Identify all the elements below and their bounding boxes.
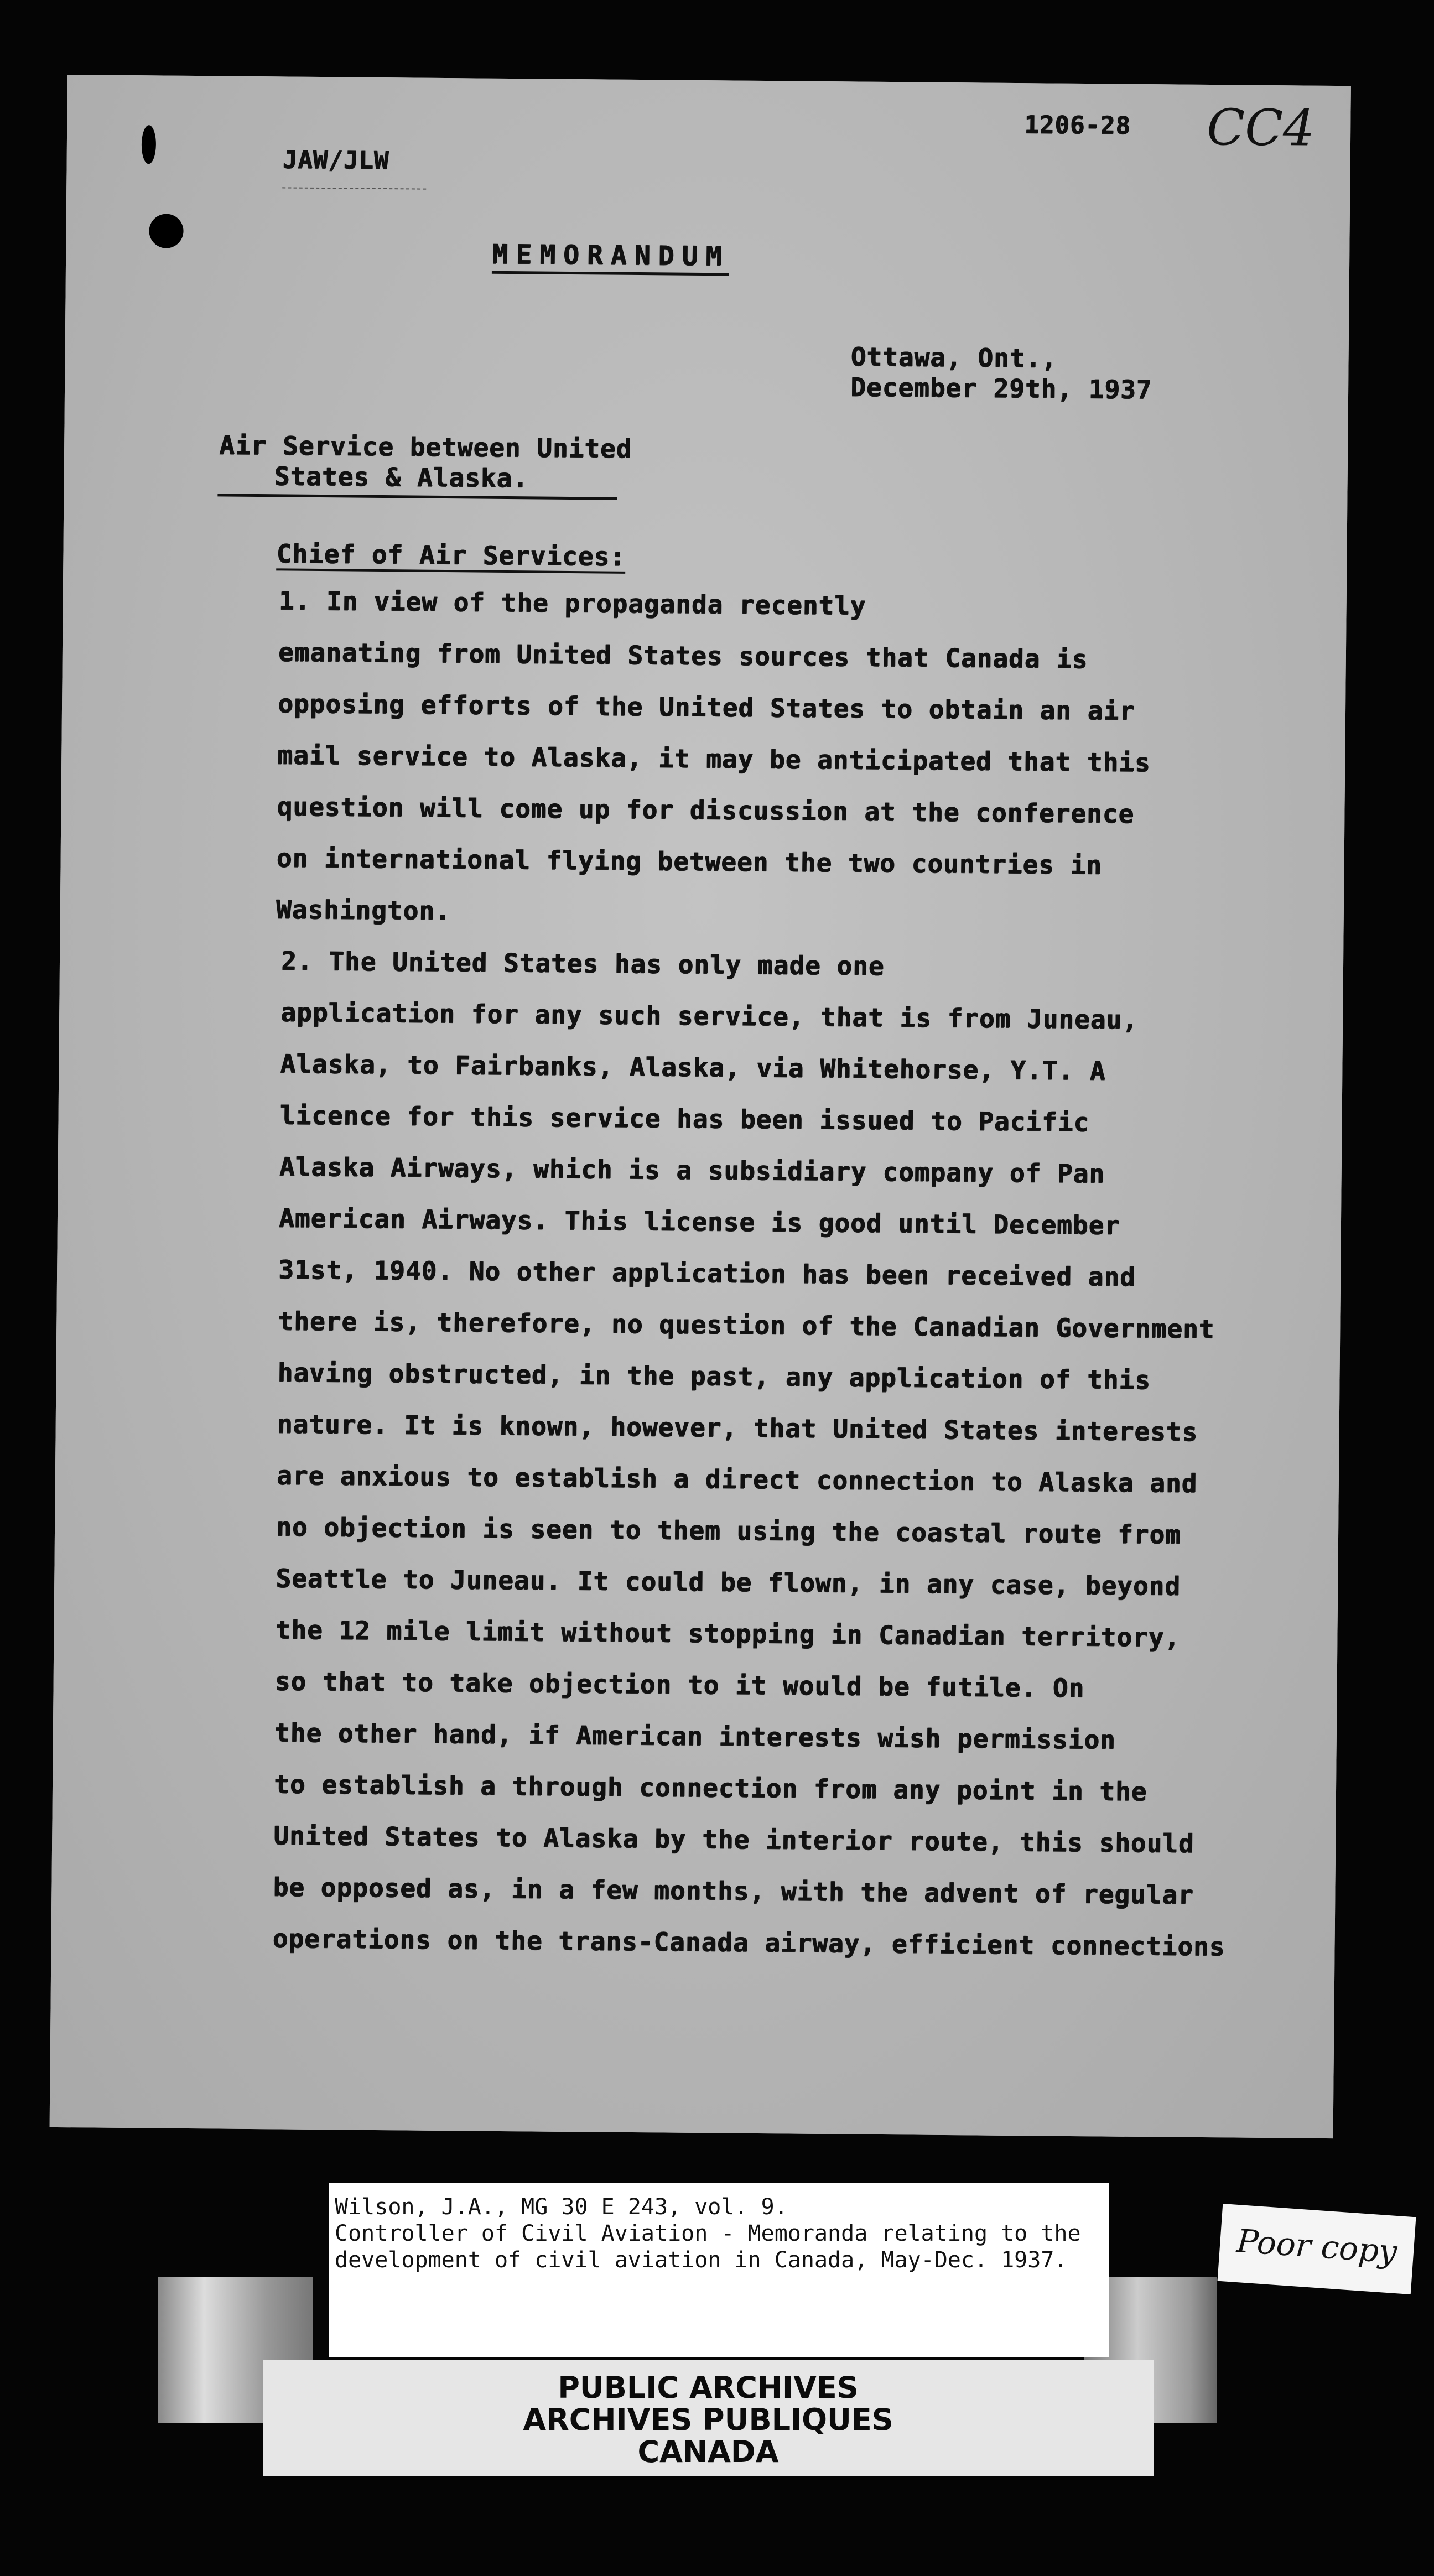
memo-initials: JAW/JLW xyxy=(282,146,389,175)
body-line: American Airways. This license is good until December xyxy=(278,1203,1120,1240)
body-line: so that to take objection to it would be futile. On xyxy=(274,1666,1085,1704)
body-line: emanating from United States sources that Canada is xyxy=(278,637,1088,674)
body-line: question will come up for discussion at the conference xyxy=(277,791,1135,829)
body-line: 2. The United States has only made one xyxy=(280,946,885,981)
catalog-label-line: development of civil aviation in Canada, May-Dec. 1937. xyxy=(335,2247,1068,2273)
body-line: no objection is seen to them using the coastal route from xyxy=(276,1512,1181,1550)
body-line: 31st, 1940. No other application has been received and xyxy=(278,1254,1136,1292)
memo-salutation: Chief of Air Services: xyxy=(276,538,626,574)
body-line: Alaska Airways, which is a subsidiary company of Pan xyxy=(279,1151,1105,1189)
punch-hole-middle xyxy=(149,214,184,248)
body-line: Alaska, to Fairbanks, Alaska, via Whitehorse, Y.T. A xyxy=(280,1048,1106,1086)
body-line: are anxious to establish a direct connection to Alaska and xyxy=(276,1460,1198,1498)
body-line: United States to Alaska by the interior route, this should xyxy=(273,1820,1194,1858)
subject-underline xyxy=(217,494,617,500)
memo-page xyxy=(50,75,1351,2138)
body-line: be opposed as, in a few months, with the advent of regular xyxy=(273,1872,1194,1910)
body-line: to establish a through connection from any point in the xyxy=(273,1769,1147,1807)
body-line: nature. It is known, however, that United States interests xyxy=(277,1409,1198,1447)
body-line: on international flying between the two countries in xyxy=(276,843,1102,880)
archives-line-english: PUBLIC ARCHIVES xyxy=(558,2370,859,2405)
smudge-mark xyxy=(282,187,426,211)
memo-title: MEMORANDUM xyxy=(492,239,730,276)
memo-date-place: Ottawa, Ont., xyxy=(850,341,1057,373)
body-line: licence for this service has been issued to Pacific xyxy=(279,1100,1090,1138)
handwritten-mark: CC4 xyxy=(1206,98,1315,158)
memo-subject-line-1: Air Service between United xyxy=(219,430,632,464)
body-line: Seattle to Juneau. It could be flown, in any case, beyond xyxy=(276,1563,1181,1601)
body-line: the 12 mile limit without stopping in Canadian territory, xyxy=(275,1614,1181,1653)
body-line: operations on the trans-Canada airway, efficient connections xyxy=(272,1923,1225,1962)
file-reference: 1206-28 xyxy=(1024,111,1131,140)
catalog-label-line: Wilson, J.A., MG 30 E 243, vol. 9. xyxy=(335,2194,788,2220)
poor-copy-note: Poor copy xyxy=(1218,2204,1416,2294)
body-line: the other hand, if American interests wish permission xyxy=(274,1717,1116,1755)
catalog-label xyxy=(329,2183,1109,2357)
punch-hole-top xyxy=(142,125,157,164)
body-line: application for any such service, that is from Juneau, xyxy=(280,997,1138,1035)
archives-card xyxy=(263,2360,1154,2476)
memo-subject-line-2: States & Alaska. xyxy=(274,461,529,494)
catalog-label-line: Controller of Civil Aviation - Memoranda relating to the xyxy=(335,2221,1081,2246)
body-line: opposing efforts of the United States to obtain an air xyxy=(277,688,1135,726)
body-line: mail service to Alaska, it may be anticipated that this xyxy=(277,740,1151,778)
archives-line-country: CANADA xyxy=(637,2434,779,2469)
memo-date: December 29th, 1937 xyxy=(850,372,1152,405)
body-line: Washington. xyxy=(276,894,451,926)
archives-line-french: ARCHIVES PUBLIQUES xyxy=(523,2402,893,2437)
body-line: 1. In view of the propaganda recently xyxy=(278,585,866,621)
body-line: having obstructed, in the past, any application of this xyxy=(277,1357,1151,1395)
body-line: there is, therefore, no question of the Canadian Government xyxy=(278,1306,1215,1344)
